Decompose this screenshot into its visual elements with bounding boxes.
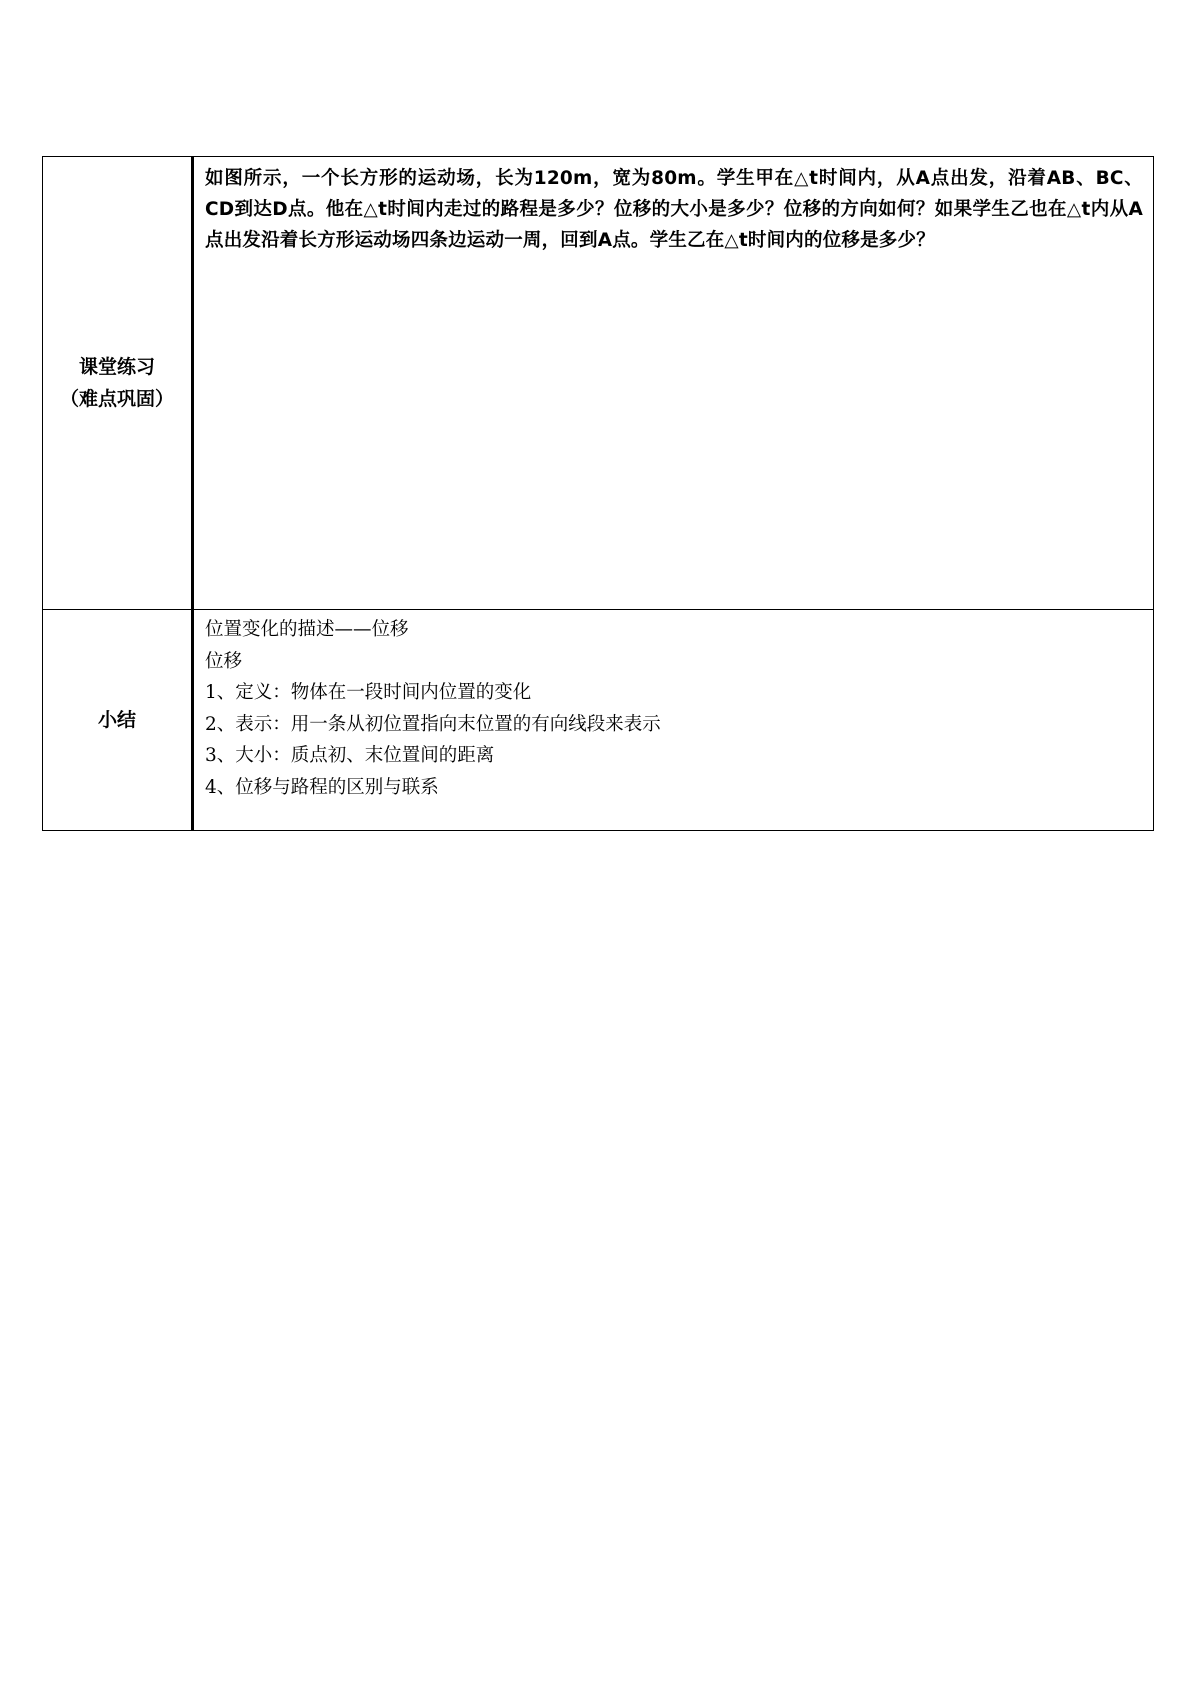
- summary-line: 3、大小：质点初、末位置间的距离: [205, 745, 495, 766]
- practice-row: [43, 157, 1154, 610]
- summary-line: 4、位移与路程的区别与联系: [205, 776, 439, 798]
- summary-line: 2、表示：用一条从初位置指向末位置的有向线段来表示: [205, 713, 661, 735]
- summary-content-cell: [193, 610, 1154, 831]
- practice-label-line1: 课堂练习: [78, 356, 155, 378]
- practice-question: 如图所示，一个长方形的运动场，长为120m，宽为80m。学生甲在△t时间内，从A点出发，沿着AB、BC、CD到达D点。他在△t时间内走过的路程是多少？位移的大小是多少？位移的方向如何？如果学生乙也在△t内从A点出发沿着长方形运动场四条边运动一周，回到A点。学生乙在△t时间内的位移是多少？: [205, 168, 1143, 251]
- practice-label-cell: [43, 157, 193, 610]
- lesson-table: [42, 156, 1154, 831]
- summary-row: [43, 610, 1154, 831]
- practice-label-line2: （难点巩固）: [59, 388, 174, 410]
- summary-line: 1、定义：物体在一段时间内位置的变化: [205, 682, 532, 703]
- practice-content-cell: [193, 157, 1154, 610]
- summary-line: 位移: [205, 650, 243, 672]
- summary-label: 小结: [97, 709, 136, 731]
- summary-list: [194, 610, 1153, 803]
- summary-line: 位置变化的描述——位移: [205, 619, 409, 640]
- practice-label: [43, 351, 191, 415]
- summary-label-cell: [43, 610, 193, 831]
